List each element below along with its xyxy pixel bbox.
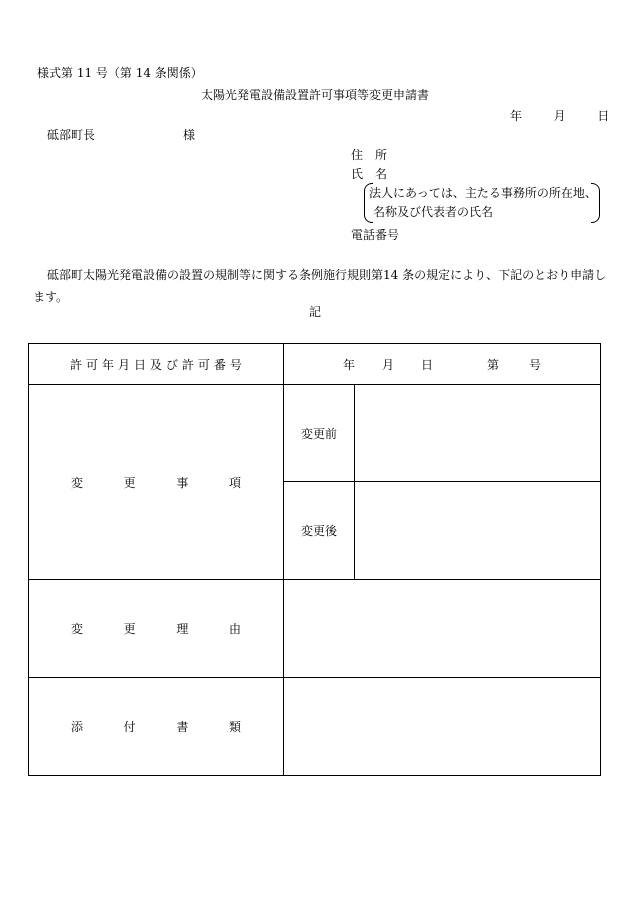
address-label: 住 所 xyxy=(351,148,388,162)
label-char: 添 xyxy=(71,720,84,734)
before-label: 変更前 xyxy=(300,426,337,441)
document-title: 太陽光発電設備設置許可事項等変更申請書 xyxy=(200,88,429,102)
corporation-note-line2: 名称及び代表者の氏名 xyxy=(373,205,494,219)
label-char: 可 xyxy=(197,357,210,372)
label-char: 更 xyxy=(123,475,136,490)
phone-label: 電話番号 xyxy=(351,228,400,242)
date-year: 年 xyxy=(510,109,523,123)
name-label: 氏 名 xyxy=(351,167,388,181)
label-char: 許 xyxy=(181,357,194,372)
reason-label-cell xyxy=(29,580,283,677)
label-char: 理 xyxy=(176,622,189,636)
ki-heading: 記 xyxy=(308,305,321,319)
date-line xyxy=(510,109,609,123)
label-char: 書 xyxy=(176,720,189,734)
permit-day: 日 xyxy=(420,357,433,372)
attachments-label xyxy=(71,718,241,735)
date-day: 日 xyxy=(597,109,610,123)
label-char: 変 xyxy=(71,622,84,636)
addressee-honorific: 様 xyxy=(183,128,196,142)
label-char: 及 xyxy=(149,357,162,372)
form-number: 様式第 11 号（第 14 条関係） xyxy=(37,66,203,80)
reason-label xyxy=(71,620,241,637)
label-char: 付 xyxy=(123,720,136,734)
label-char: 由 xyxy=(228,622,241,636)
addressee-name: 砥部町長 xyxy=(47,128,96,142)
label-char: 変 xyxy=(71,475,84,490)
label-char: 日 xyxy=(133,357,146,372)
date-month: 月 xyxy=(553,109,566,123)
label-char: 年 xyxy=(101,357,114,372)
column-divider xyxy=(354,384,355,579)
after-label: 変更後 xyxy=(300,524,337,538)
permit-dai: 第 xyxy=(487,357,500,372)
corporation-note-line1: 法人にあっては、主たる事務所の所在地、 xyxy=(369,186,597,200)
corporation-note xyxy=(364,183,600,223)
permit-year: 年 xyxy=(342,357,355,372)
label-char: 号 xyxy=(229,357,242,372)
application-statement: 砥部町太陽光発電設備の設置の規制等に関する条例施行規則第14 条の規定により、下記のとおり申請します。 xyxy=(33,268,607,304)
label-char: 番 xyxy=(213,357,226,372)
label-char: 類 xyxy=(228,720,241,734)
label-char: び xyxy=(165,357,178,372)
change-items-cell xyxy=(29,385,283,579)
label-char: 許 xyxy=(70,357,83,372)
label-char: 可 xyxy=(85,357,98,372)
label-char: 項 xyxy=(228,475,241,490)
permit-label xyxy=(70,356,242,373)
label-char: 事 xyxy=(176,475,189,490)
attachments-label-cell xyxy=(29,678,283,775)
label-char: 更 xyxy=(123,622,136,636)
permit-value-cell xyxy=(284,344,600,384)
permit-label-cell xyxy=(29,344,283,384)
permit-go: 号 xyxy=(529,357,542,372)
permit-month: 月 xyxy=(381,357,394,372)
change-table xyxy=(28,343,601,776)
change-items-label xyxy=(71,474,241,491)
label-char: 月 xyxy=(117,357,130,372)
